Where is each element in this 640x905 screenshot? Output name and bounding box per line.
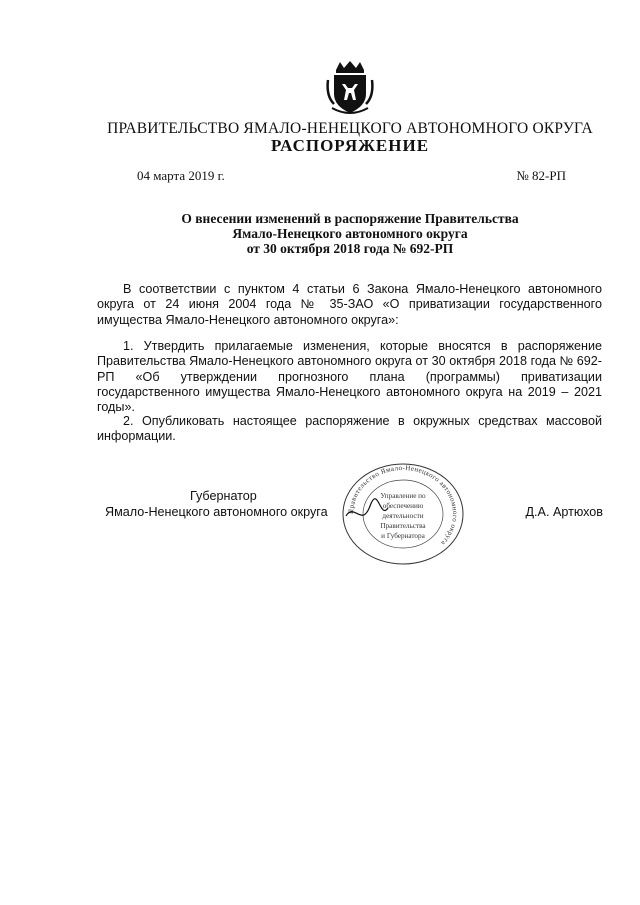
signer-name: Д.А. Артюхов	[525, 505, 603, 519]
document-type-heading: РАСПОРЯЖЕНИЕ	[270, 136, 430, 155]
seal-inner-line: Управление по	[380, 492, 426, 500]
government-title: ПРАВИТЕЛЬСТВО ЯМАЛО-НЕНЕЦКОГО АВТОНОМНОГО ОКРУГА	[107, 120, 593, 137]
subject-line: О внесении изменений в распоряжение Правительства	[181, 211, 519, 226]
seal-ring-text: Правительство Ямало-Ненецкого автономного округа	[346, 463, 460, 548]
coat-of-arms-emblem	[324, 60, 376, 116]
seal-inner-line: обеспечению	[382, 502, 424, 510]
preamble-paragraph: В соответствии с пунктом 4 статьи 6 Закона Ямало-Ненецкого автономного округа от 24 июня 2004 года № 35-ЗАО «О приватизации государственного имущества Ямало-Ненецкого автономного округа»:	[97, 282, 602, 327]
signer-region: Ямало-Ненецкого автономного округа	[105, 505, 328, 519]
document-date: 04 марта 2019 г.	[137, 168, 225, 183]
seal-inner-line: Правительства	[380, 522, 426, 530]
seal-inner-line: деятельности	[382, 512, 424, 520]
document-number: № 82-РП	[516, 168, 566, 183]
subject-line: Ямало-Ненецкого автономного округа	[232, 226, 468, 241]
document-subject	[90, 211, 610, 256]
item-1-paragraph: 1. Утвердить прилагаемые изменения, которые вносятся в распоряжение Правительства Ямало-Ненецкого автономного округа от 30 октября 2018 года № 692-РП «Об утверждении прогнозного плана (программы) приватизации государственного имущества Ямало-Ненецкого автономного округа на 2019 – 2021 годы».	[97, 339, 602, 415]
seal-inner-line: и Губернатора	[381, 532, 425, 540]
official-seal-stamp	[340, 462, 466, 566]
signer-title: Губернатор	[190, 489, 257, 503]
item-2-paragraph: 2. Опубликовать настоящее распоряжение в окружных средствах массовой информации.	[97, 414, 602, 444]
subject-line: от 30 октября 2018 года № 692-РП	[246, 241, 454, 256]
